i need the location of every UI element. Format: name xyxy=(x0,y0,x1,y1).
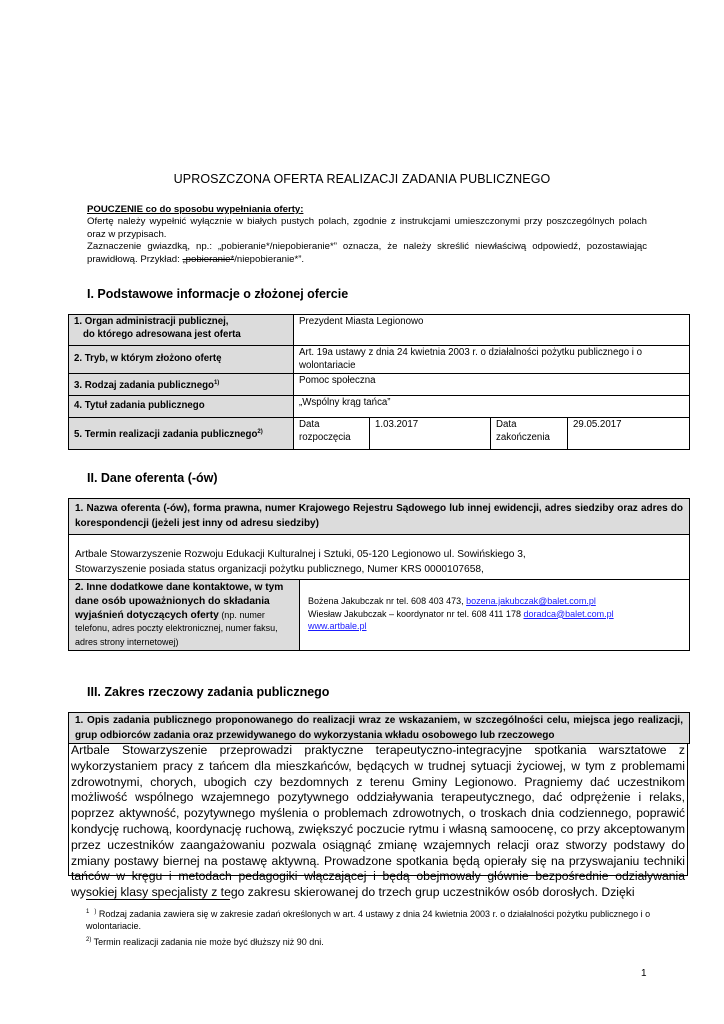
end-date-label: Data zakończenia xyxy=(491,418,568,450)
task-type-value[interactable]: Pomoc społeczna xyxy=(294,374,690,396)
start-date-label: Data rozpoczęcia xyxy=(294,418,370,450)
task-type-label xyxy=(69,374,294,396)
footnote-1-sup: ) xyxy=(94,909,97,915)
task-type-label-text: 3. Rodzaj zadania publicznego xyxy=(74,380,214,391)
footnote-1-marker: 1 xyxy=(86,909,90,915)
instructions-p2 xyxy=(87,241,647,266)
mode-label: 2. Tryb, w którym złożono ofertę xyxy=(69,346,294,374)
page-number: 1 xyxy=(641,968,647,979)
organ-value[interactable]: Prezydent Miasta Legionowo xyxy=(294,315,690,346)
contact-2-email-link[interactable]: doradca@balet.com.pl xyxy=(523,608,614,619)
contact-answer[interactable] xyxy=(299,579,690,651)
contact-line-2 xyxy=(308,608,681,621)
page-title: UPROSZCZONA OFERTA REALIZACJI ZADANIA PUBLICZNEGO xyxy=(173,172,551,186)
section-2-heading: II. Dane oferenta (-ów) xyxy=(87,471,218,485)
term-label-text: 5. Termin realizacji zadania publicznego xyxy=(74,429,258,440)
footnote-ref-1: 1) xyxy=(213,379,220,386)
website-link[interactable]: www.artbale.pl xyxy=(308,621,367,632)
mode-value[interactable]: Art. 19a ustawy z dnia 24 kwietnia 2003 r. o działalności pożytku publicznego i o wolontariacie xyxy=(294,346,690,374)
end-date-value[interactable]: 29.05.2017 xyxy=(568,418,690,450)
task-title-value[interactable]: „Wspólny krąg tańca” xyxy=(294,396,690,418)
basic-info-table xyxy=(68,314,690,450)
footnote-2-text: Termin realizacji zadania nie może być dłuższy niż 90 dni. xyxy=(91,937,324,947)
footnote-separator xyxy=(86,899,230,900)
organ-label-line1: 1. Organ administracji publicznej, xyxy=(74,316,229,327)
offeror-name-question: 1. Nazwa oferenta (-ów), forma prawna, numer Krajowego Rejestru Sądowego lub innej ewidencji, adres siedziby oraz adres do korespondencji (jeżeli jest inny od adresu siedziby) xyxy=(68,498,690,535)
footnote-2 xyxy=(86,934,666,948)
contact-question-note: (np. numer telefonu, adres poczty elektronicznej, numer faksu, adres strony internetowej) xyxy=(75,609,278,648)
footnote-ref-2: 2) xyxy=(257,428,263,435)
footnote-1 xyxy=(86,906,666,932)
section-3-heading: III. Zakres rzeczowy zadania publicznego xyxy=(87,685,330,699)
start-date-value[interactable]: 1.03.2017 xyxy=(370,418,491,450)
organ-label-line2: do którego adresowana jest oferta xyxy=(83,328,241,340)
instructions-example-struck: „pobieranie* xyxy=(182,253,235,265)
offeror-name-line2: Stowarzyszenie posiada status organizacji pożytku publicznego, Numer KRS 0000107658, xyxy=(75,563,484,575)
contact-2-text: Wiesław Jakubczak – koordynator nr tel. 608 411 178 xyxy=(308,608,524,619)
organ-label xyxy=(69,315,294,346)
section-1-heading: I. Podstawowe informacje o złożonej ofercie xyxy=(87,287,349,301)
task-title-label: 4. Tytuł zadania publicznego xyxy=(69,396,294,418)
offeror-name-line1: Artbale Stowarzyszenie Rozwoju Edukacji Kulturalnej i Sztuki, 05-120 Legionowo ul. Sowińskiego 3, xyxy=(75,549,526,560)
instructions-example-rest: /niepobieranie*”. xyxy=(234,253,305,265)
contact-question xyxy=(68,579,300,651)
instructions-heading: POUCZENIE co do sposobu wypełniania oferty: xyxy=(87,204,304,215)
contact-1-email-link[interactable]: bozena.jakubczak@balet.com.pl xyxy=(466,596,596,606)
contact-line-1 xyxy=(308,595,681,608)
footnote-1-text: Rodzaj zadania zawiera się w zakresie zadań określonych w art. 4 ustawy z dnia 24 kwietnia 2003 r. o działalności pożytku publicznego i o wolontariacie. xyxy=(86,909,651,931)
footnote-2-sup: 2) xyxy=(86,937,92,943)
offeror-name-answer[interactable] xyxy=(68,534,690,580)
task-description-question: 1. Opis zadania publicznego proponowanego do realizacji wraz ze wskazaniem, w szczególności celu, miejsca jego realizacji, grup odbiorców zadania oraz przewidywanego do wykorzystania wkładu osobowego lub rzeczowego xyxy=(68,712,690,744)
instructions-p1: Ofertę należy wypełnić wyłącznie w białych pustych polach, zgodnie z instrukcjami umieszczonymi przy poszczególnych polach oraz w przypisach. xyxy=(87,216,647,240)
contact-question-bold: 2. Inne dodatkowe dane kontaktowe, w tym dane osób upoważnionych do składania wyjaśnień dotyczących oferty xyxy=(75,582,284,621)
task-description-answer[interactable]: Artbale Stowarzyszenie przeprowadzi praktyczne terapeutyczno-integracyjne spotkania warsztatowe z wykorzystaniem pracy z tańcem dla mieszkańców, będących w trudnej sytuacji życiowej, w tym z problemami zdrowotnymi, chorych, ubogich czy bezdomnych z terenu Gminy Legionowo. Pragniemy dać uczestnikom możliwość wspólnego wzajemnego pozytywnego oddziaływania terapeutycznego, dać odprężenie i relaks, poprzez aktywność, pozytywnego myślenia o problemach zdrowotnych, o troskach dnia codziennego, poprawić kondycję ruchową, koordynację ruchową, zwiększyć poczucie rytmu i własną samoocenę, co przy akceptowanym przez uczestników zaangażowaniu pozwala osiągnąć zmianę wzajemnych relacji oraz stworzy podstawy do zmiany postawy biernej na postawę aktywną. Prowadzone spotkania będą opierały się na przyswajaniu techniki tańców w kręgu i metodach pedagogiki włączającej i będą obejmowały głównie bezpośrednie odziaływania wysokiej klasy specjalisty z tego zakresu skierowanej do trzech grup uczestników osób dorosłych. Dzięki xyxy=(68,743,688,876)
contact-1-text: Bożena Jakubczak nr tel. 608 403 473, xyxy=(308,596,467,606)
contact-line-3 xyxy=(308,620,681,633)
instructions-p2-text: Zaznaczenie gwiazdką, np.: „pobieranie*/niepobieranie*” oznacza, że należy skreślić niewłaściwą odpowiedź, pozostawiając prawidłową. Przykład: xyxy=(87,241,647,265)
term-label xyxy=(69,418,294,450)
instructions-block xyxy=(87,204,647,266)
